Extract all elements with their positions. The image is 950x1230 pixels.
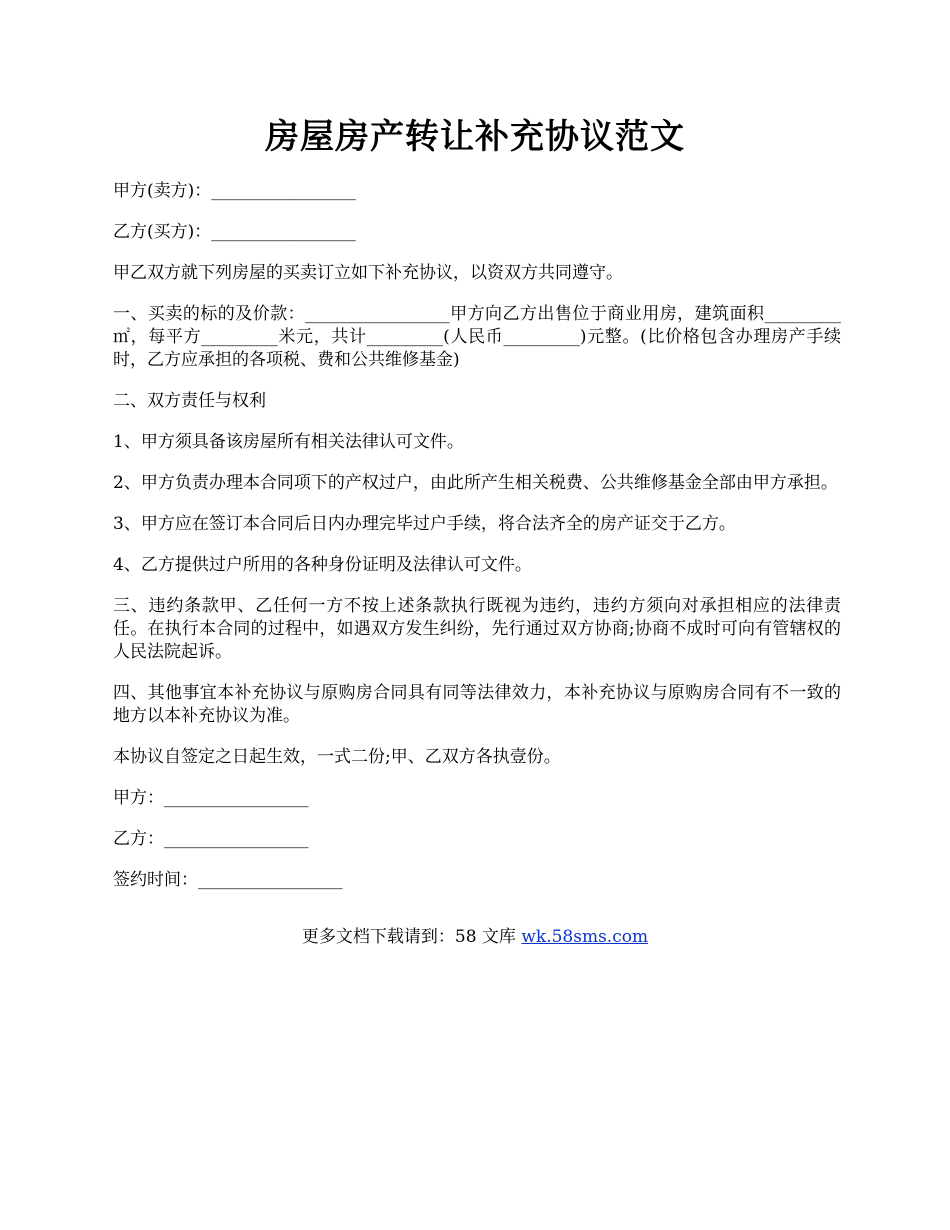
party-b-signature-line: 乙方：_________________	[113, 829, 309, 849]
clause-2-item-1: 1、甲方须具备该房屋所有相关法律认可文件。	[113, 432, 464, 452]
clause-2-heading: 二、双方责任与权利	[113, 391, 266, 411]
effective-paragraph: 本协议自签定之日起生效，一式二份;甲、乙双方各执壹份。	[113, 747, 561, 767]
clause-1-subject-price: 一、买卖的标的及价款：_________________甲方向乙方出售位于商业用房，建筑面积_________㎡，每平方_________米元，共计_________(人民币_________)元整。(比价格包含办理房产手续时，乙方应承担的各项税、费和公共维修基金)	[113, 304, 841, 370]
document-body	[113, 180, 841, 910]
clause-4-other: 四、其他事宜本补充协议与原购房合同具有同等法律效力，本补充协议与原购房合同有不一致的地方以本补充协议为准。	[113, 683, 841, 726]
party-a-signature-line: 甲方：_________________	[113, 788, 309, 808]
clause-3-breach: 三、违约条款甲、乙任何一方不按上述条款执行既视为违约，违约方须向对承担相应的法律责任。在执行本合同的过程中，如遇双方发生纠纷，先行通过双方协商;协商不成时可向有管辖权的人民法院起诉。	[113, 596, 841, 662]
footer	[0, 926, 950, 949]
clause-2-item-3: 3、甲方应在签订本合同后日内办理完毕过户手续，将合法齐全的房产证交于乙方。	[113, 514, 736, 534]
clause-2-item-4: 4、乙方提供过户所用的各种身份证明及法律认可文件。	[113, 555, 532, 575]
clause-2-item-2: 2、甲方负责办理本合同项下的产权过户，由此所产生相关税费、公共维修基金全部由甲方承担。	[113, 473, 838, 493]
footer-text: 更多文档下载请到：58 文库	[301, 927, 522, 947]
signing-date-line: 签约时间：_________________	[113, 870, 343, 890]
footer-link[interactable]: wk.58sms.com	[521, 927, 649, 947]
seller-line: 甲方(卖方)：_________________	[113, 181, 356, 201]
intro-paragraph: 甲乙双方就下列房屋的买卖订立如下补充协议，以资双方共同遵守。	[113, 263, 623, 283]
document-title: 房屋房产转让补充协议范文	[265, 117, 685, 157]
buyer-line: 乙方(买方)：_________________	[113, 222, 356, 242]
